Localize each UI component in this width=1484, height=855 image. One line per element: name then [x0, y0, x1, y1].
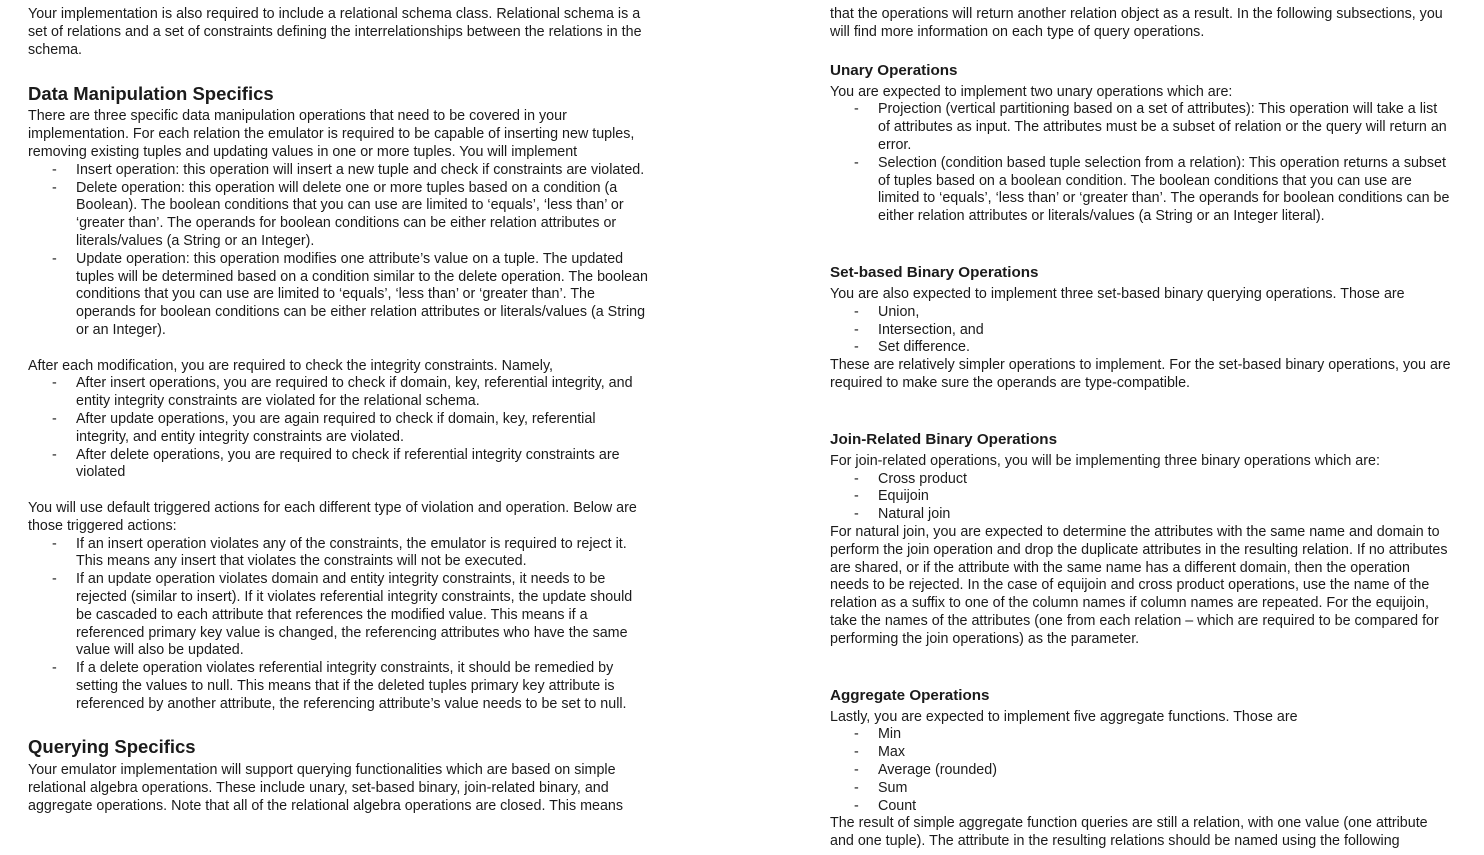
list-item: - Set difference.: [830, 339, 1452, 357]
data-manipulation-heading: Data Manipulation Specifics: [28, 83, 274, 105]
triggered-actions-paragraph: You will use default triggered actions for each different type of violation and operation. Below are those triggered actions:: [28, 499, 637, 534]
list-item: - Max: [830, 744, 1452, 762]
list-item: - Count: [830, 798, 1452, 816]
list-item: - Equijoin: [830, 488, 1452, 506]
list-item: - After update operations, you are again required to check if domain, key, referential integrity, and entity integrity constraints are violated.: [28, 411, 650, 447]
list-item: - Sum: [830, 780, 1452, 798]
list-item: - Delete operation: this operation will delete one or more tuples based on a condition (a Boolean). The boolean conditions that you can use are limited to ‘equals’, ‘less than’ or ‘greater than’. The operands for boolean conditions can be either relation attributes or literals/values (a String or an Integer).: [28, 180, 650, 251]
join-heading: Join-Related Binary Operations: [830, 430, 1058, 448]
join-note: For natural join, you are expected to determine the attributes with the same name and domain to perform the join operation and drop the duplicate attributes in the resulting relation. If no attributes are shared, or if the attribute with the same name has a different domain, then the operation needs to be rejected. In the case of equijoin and cross product operations, use the name of the relation as a suffix to one of the column names if column names are repeated. For the equijoin, take the names of the attributes (one from each relation – which are required to be compared for performing the join operations) as the parameter.: [830, 523, 1448, 647]
list-item: - After insert operations, you are required to check if domain, key, referential integrity, and entity integrity constraints are violated for the relational schema.: [28, 375, 650, 411]
list-item: - Min: [830, 726, 1452, 744]
aggregate-heading: Aggregate Operations: [830, 686, 990, 704]
integrity-check-paragraph: After each modification, you are required to check the integrity constraints. Namely,: [28, 357, 553, 374]
list-item: - Update operation: this operation modifies one attribute’s value on a tuple. The updated tuples will be determined based on a condition similar to the delete operation. The boolean conditions that you can use are limited to ‘equals’, ‘less than’ or ‘greater than’. The operands for boolean conditions can be either relation attributes or literals/values (a String or an Integer).: [28, 251, 650, 340]
unary-paragraph: You are expected to implement two unary operations which are:: [830, 83, 1233, 100]
triggered-actions-list: [28, 536, 650, 714]
integrity-check-list: [28, 375, 650, 482]
querying-heading: Querying Specifics: [28, 736, 196, 758]
data-manipulation-list: [28, 162, 650, 340]
list-item: - Selection (condition based tuple selection from a relation): This operation returns a subset of tuples based on a boolean condition. The boolean conditions that you can use are limited to ‘equals’, ‘less than’ or ‘greater than’. The operands for boolean conditions can be either relation attributes or literals/values (a String or an Integer literal).: [830, 155, 1452, 226]
query-intro-paragraph: that the operations will return another relation object as a result. In the following subsections, you will find more information on each type of query operations.: [830, 6, 1443, 40]
aggregate-note: The result of simple aggregate function queries are still a relation, with one value (one attribute and one tuple). The attribute in the resulting relations should be named using the following: [830, 815, 1428, 850]
list-item: - Average (rounded): [830, 762, 1452, 780]
list-item: - Intersection, and: [830, 322, 1452, 340]
querying-paragraph: Your emulator implementation will support querying functionalities which are based on simple relational algebra operations. These include unary, set-based binary, join-related binary, and aggregate operations. Note that all of the relational algebra operations are closed. This means: [28, 762, 624, 815]
set-based-list: [830, 304, 1452, 357]
list-item: - If an update operation violates domain and entity integrity constraints, it needs to be rejected (similar to insert). If it violates referential integrity constraints, the update should be cascaded to each attribute that references the modified value. This means if a referenced primary key value is changed, the referencing attributes who have the same value will also be updated.: [28, 571, 650, 660]
list-item: - If a delete operation violates referential integrity constraints, it should be remedied by setting the values to null. This means that if the deleted tuples primary key attribute is referenced by another attribute, the referencing attribute’s value needs to be set to null.: [28, 660, 650, 713]
aggregate-paragraph: Lastly, you are expected to implement five aggregate functions. Those are: [830, 708, 1298, 725]
right-column: [830, 0, 1452, 851]
join-list: [830, 471, 1452, 524]
list-item: - After delete operations, you are required to check if referential integrity constraints are violated: [28, 447, 650, 483]
list-item: - If an insert operation violates any of the constraints, the emulator is required to reject it. This means any insert that violates the constraints will not be executed.: [28, 536, 650, 572]
schema-intro-paragraph: Your implementation is also required to include a relational schema class. Relational schema is a set of relations and a set of constraints defining the interrelationships between the relations in the schema.: [28, 6, 642, 58]
set-based-note: These are relatively simpler operations to implement. For the set-based binary operations, you are required to make sure the operands are type-compatible.: [830, 357, 1451, 391]
list-item: - Insert operation: this operation will insert a new tuple and check if constraints are violated.: [28, 162, 650, 180]
aggregate-list: [830, 726, 1452, 815]
data-manipulation-paragraph: There are three specific data manipulation operations that need to be covered in your implementation. For each relation the emulator is required to be capable of inserting new tuples, removing existing tuples and updating values in one or more tuples. You will implement: [28, 108, 635, 160]
list-item: - Natural join: [830, 506, 1452, 524]
unary-heading: Unary Operations: [830, 61, 958, 79]
set-based-heading: Set-based Binary Operations: [830, 263, 1039, 281]
join-paragraph: For join-related operations, you will be implementing three binary operations which are:: [830, 452, 1380, 469]
unary-list: [830, 101, 1452, 226]
set-based-paragraph: You are also expected to implement three set-based binary querying operations. Those are: [830, 285, 1405, 302]
list-item: - Projection (vertical partitioning based on a set of attributes): This operation will take a list of attributes as input. The attributes must be a subset of relation or the query will return an error.: [830, 101, 1452, 154]
list-item: - Cross product: [830, 471, 1452, 489]
left-column: [28, 0, 650, 816]
list-item: - Union,: [830, 304, 1452, 322]
